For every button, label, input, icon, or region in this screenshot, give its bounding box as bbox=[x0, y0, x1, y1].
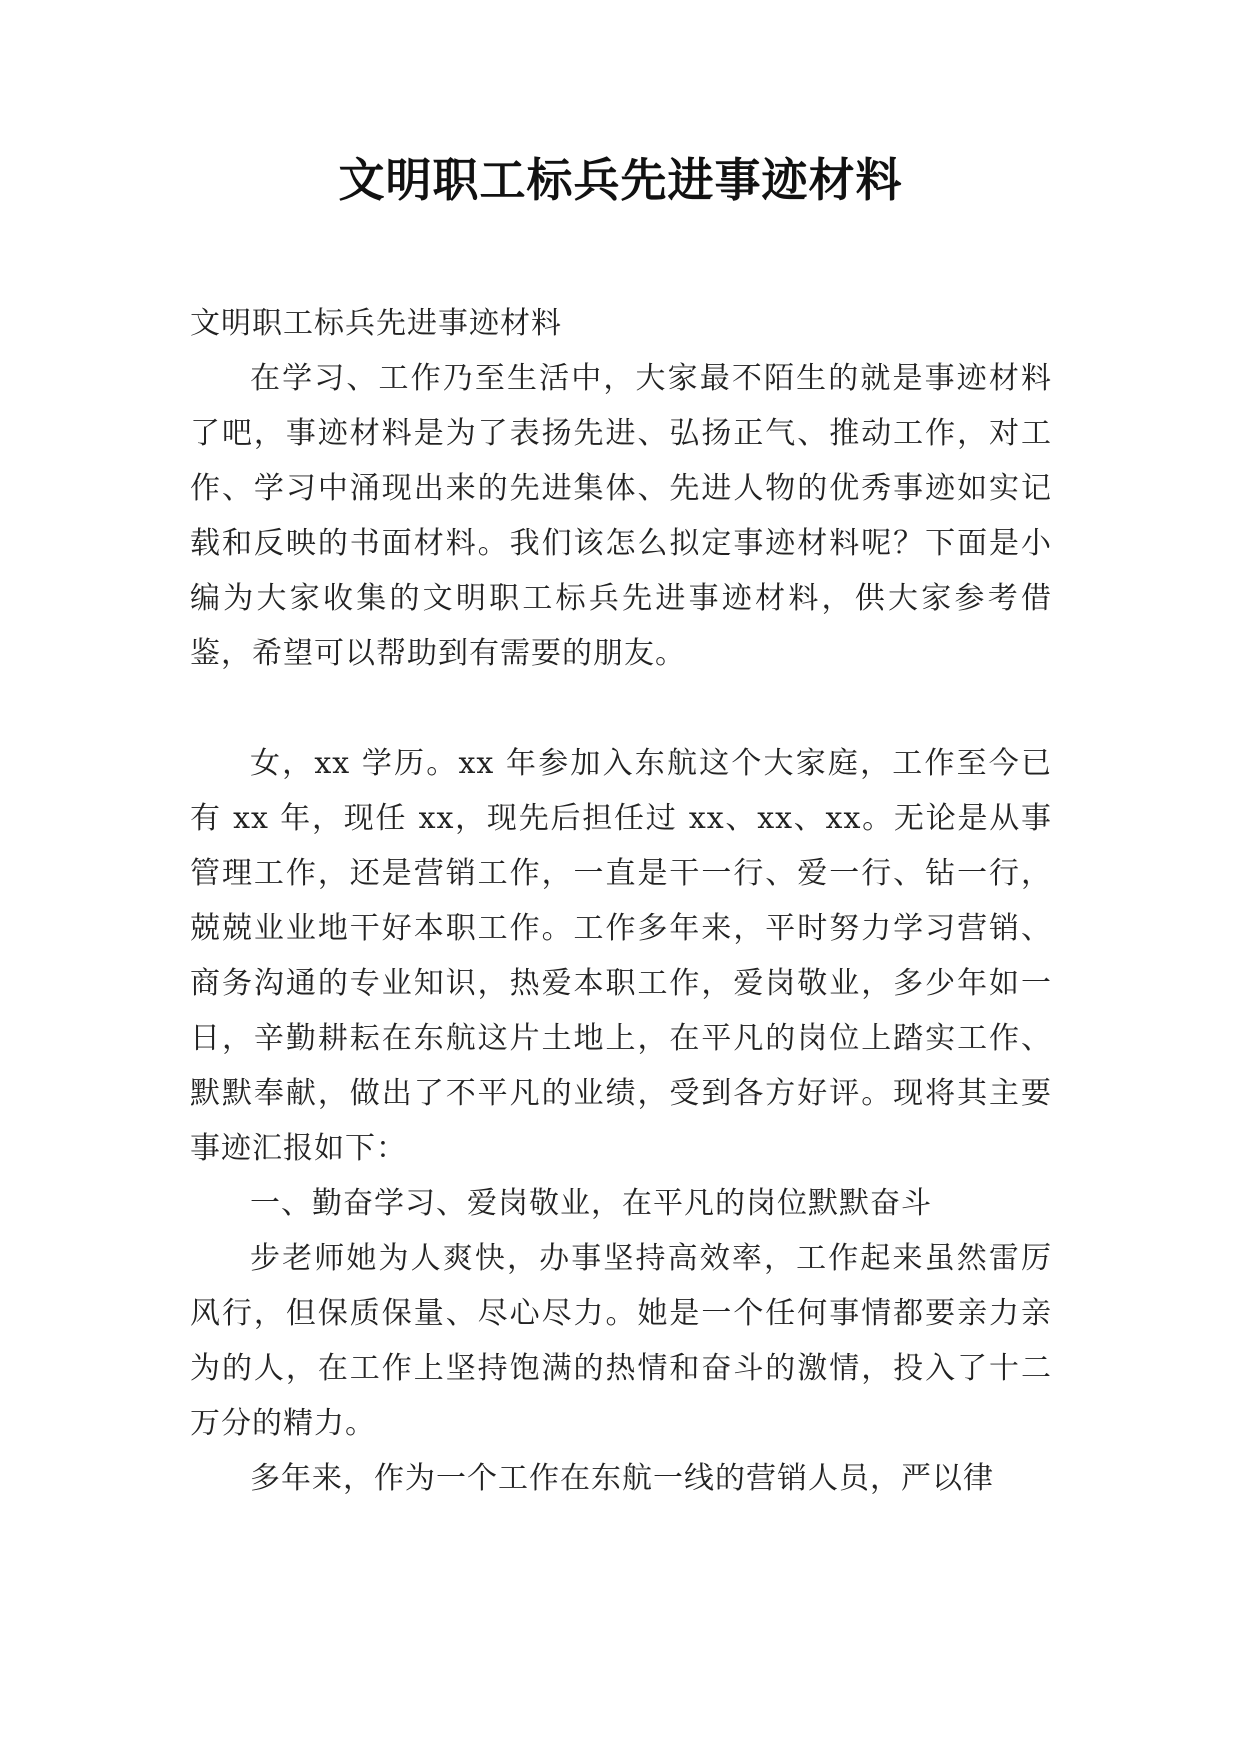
body-paragraph: 多年来，作为一个工作在东航一线的营销人员，严以律 bbox=[250, 1461, 994, 1496]
document-body bbox=[190, 296, 1052, 1506]
document-title: 文明职工标兵先进事迹材料 bbox=[338, 153, 903, 207]
body-paragraph: 步老师她为人爽快，办事坚持高效率，工作起来虽然雷厉风行，但保质保量、尽心尽力。她是一个任何事情都要亲力亲为的人，在工作上坚持饱满的热情和奋斗的激情，投入了十二万分的精力。 bbox=[190, 1241, 1052, 1441]
profile-paragraph: 女，xx 学历。xx 年参加入东航这个大家庭，工作至今已有 xx 年，现任 xx，现先后担任过 xx、xx、xx。无论是从事管理工作，还是营销工作，一直是干一行、爱一行、钻一行，兢兢业业地干好本职工作。工作多年来，平时努力学习营销、商务沟通的专业知识，热爱本职工作，爱岗敬业，多少年如一日，辛勤耕耘在东航这片土地上，在平凡的岗位上踏实工作、默默奉献，做出了不平凡的业绩，受到各方好评。现将其主要事迹汇报如下： bbox=[190, 746, 1052, 1166]
intro-paragraph: 在学习、工作乃至生活中，大家最不陌生的就是事迹材料了吧，事迹材料是为了表扬先进、弘扬正气、推动工作，对工作、学习中涌现出来的先进集体、先进人物的优秀事迹如实记载和反映的书面材料。我们该怎么拟定事迹材料呢？下面是小编为大家收集的文明职工标兵先进事迹材料，供大家参考借鉴，希望可以帮助到有需要的朋友。 bbox=[190, 361, 1052, 671]
document-subtitle: 文明职工标兵先进事迹材料 bbox=[190, 306, 562, 341]
paragraph-gap bbox=[190, 681, 1052, 736]
section-heading: 一、勤奋学习、爱岗敬业，在平凡的岗位默默奋斗 bbox=[250, 1186, 932, 1221]
